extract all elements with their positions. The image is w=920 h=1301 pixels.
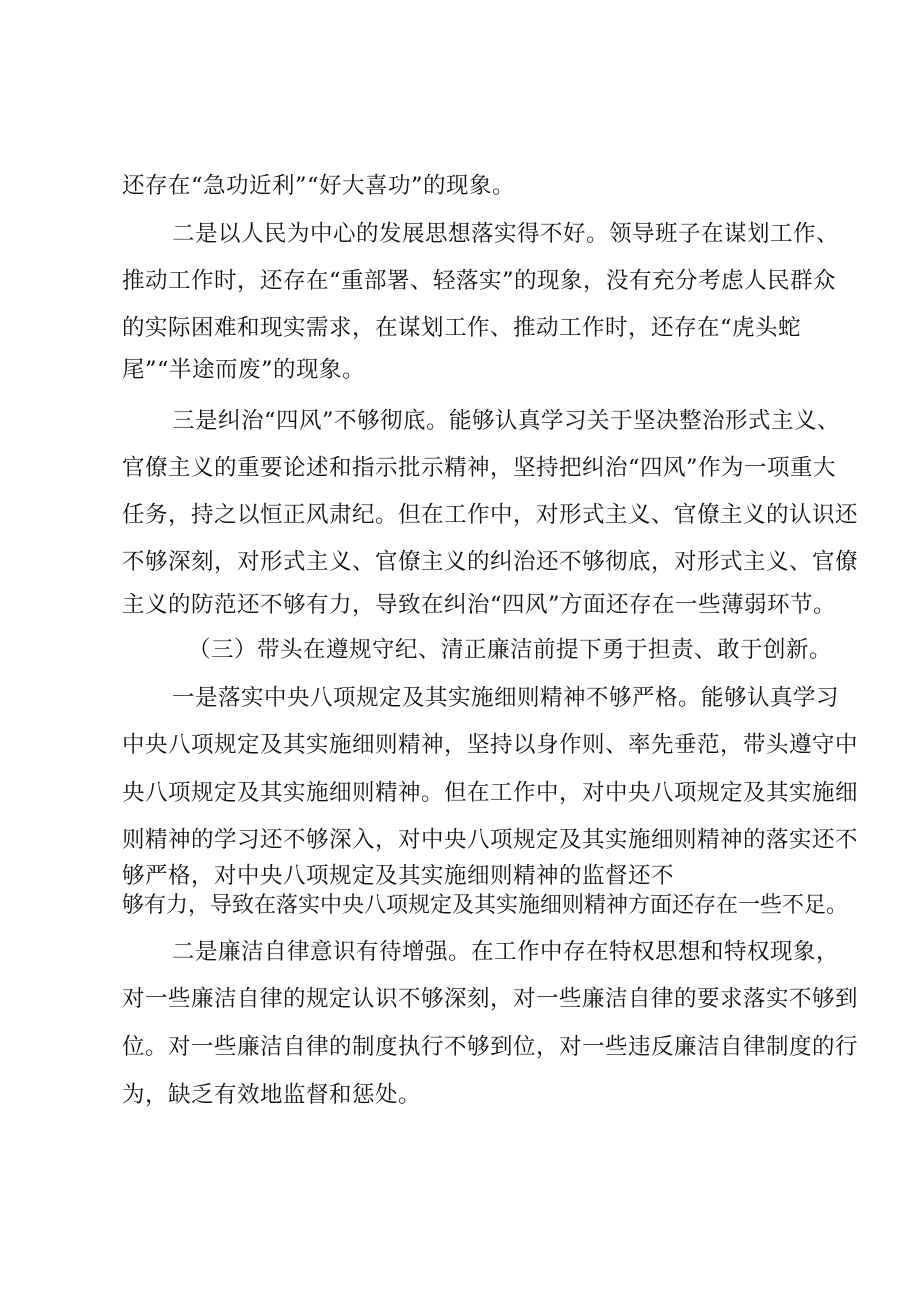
text-line: 央八项规定及其实施细则精神。但在工作中，对中央八项规定及其实施细: [122, 780, 859, 806]
text-line: 则精神的学习还不够深入，对中央八项规定及其实施细则精神的落实还不: [122, 827, 859, 853]
paragraph-first-line: 三是纠治“四风”不够彻底。能够认真学习关于坚决整治形式主义、: [172, 408, 841, 434]
text-line: 主义的防范还不够有力，导致在纠治“四风”方面还存在一些薄弱环节。: [122, 592, 837, 618]
section-heading: （三）带头在遵规守纪、清正廉洁前提下勇于担责、敢于创新。: [188, 637, 833, 663]
text-line: 官僚主义的重要论述和指示批示精神，坚持把纠治“四风”作为一项重大: [122, 455, 837, 481]
text-line: 对一些廉洁自律的规定认识不够深刻，对一些廉洁自律的要求落实不够到: [122, 986, 859, 1012]
text-line: 不够深刻，对形式主义、官僚主义的纠治还不够彻底，对形式主义、官僚: [122, 549, 859, 575]
text-line: 任务，持之以恒正风肃纪。但在工作中，对形式主义、官僚主义的认识还: [122, 502, 859, 528]
paragraph-first-line: 二是廉洁自律意识有待增强。在工作中存在特权思想和特权现象，: [172, 939, 840, 965]
paragraph-first-line: 二是以人民为中心的发展思想落实得不好。领导班子在谋划工作、: [172, 221, 840, 247]
text-line: 还存在“急功近利”“好大喜功”的现象。: [122, 173, 516, 199]
text-line: 够有力，导致在落实中央八项规定及其实施细则精神方面还存在一些不足。: [122, 893, 849, 918]
text-line: 位。对一些廉洁自律的制度执行不够到位，对一些违反廉洁自律制度的行: [122, 1034, 859, 1060]
paragraph-first-line: 一是落实中央八项规定及其实施细则精神不够严格。能够认真学习: [172, 685, 840, 711]
text-line: 的实际困难和现实需求，在谋划工作、推动工作时，还存在“虎头蛇: [122, 315, 802, 341]
text-line: 为，缺乏有效地监督和惩处。: [122, 1082, 422, 1108]
text-line: 推动工作时，还存在“重部署、轻落实”的现象，没有充分考虑人民群众: [122, 268, 837, 294]
text-line: 够严格，对中央八项规定及其实施细则精神的监督还不: [122, 863, 675, 889]
text-line: 尾”“半途而废”的现象。: [122, 357, 366, 383]
text-line: 中央八项规定及其实施细则精神，坚持以身作则、率先垂范，带头遵守中: [122, 732, 859, 758]
